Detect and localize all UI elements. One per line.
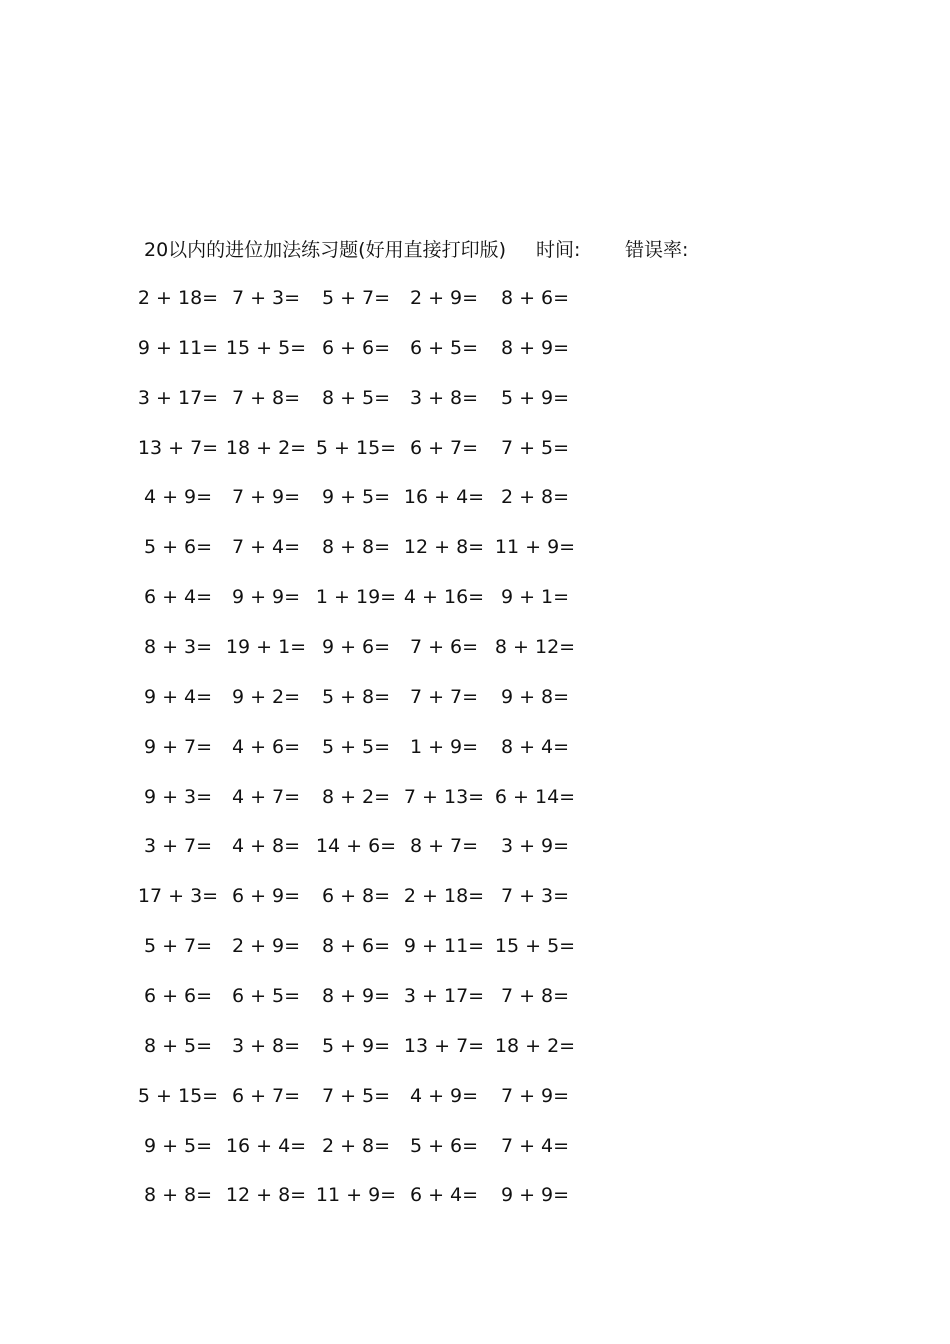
problem-item: 7 + 9= (231, 486, 301, 509)
problem-item: 9 + 7= (143, 735, 213, 758)
problem-item: 1 + 9= (409, 735, 479, 758)
problem-item: 8 + 6= (500, 287, 570, 309)
problem-item: 6 + 7= (231, 1084, 301, 1107)
problem-item: 16 + 4= (225, 1134, 307, 1157)
problem-item: 1 + 19= (315, 586, 397, 609)
problem-item: 7 + 5= (321, 1084, 391, 1107)
problem-item: 9 + 8= (500, 685, 570, 708)
problem-item: 6 + 14= (494, 785, 576, 808)
problem-item: 7 + 8= (231, 386, 301, 409)
problem-item: 8 + 5= (321, 386, 391, 409)
problem-item: 9 + 11= (403, 935, 485, 958)
problem-item: 8 + 8= (143, 1184, 213, 1207)
problem-item: 6 + 5= (409, 336, 479, 359)
problem-item: 15 + 5= (225, 336, 307, 359)
problem-item: 2 + 18= (137, 287, 219, 309)
problem-item: 12 + 8= (225, 1184, 307, 1207)
problem-item: 9 + 9= (500, 1184, 570, 1207)
problem-item: 8 + 5= (143, 1034, 213, 1057)
problem-item: 6 + 6= (143, 984, 213, 1007)
problem-item: 5 + 8= (321, 685, 391, 708)
problem-item: 2 + 8= (500, 486, 570, 509)
problem-item: 9 + 9= (231, 586, 301, 609)
problem-item: 8 + 6= (321, 935, 391, 958)
problem-item: 5 + 7= (321, 287, 391, 309)
problem-item: 7 + 8= (500, 984, 570, 1007)
problem-item: 4 + 16= (403, 586, 485, 609)
problem-item: 5 + 9= (500, 386, 570, 409)
problem-item: 2 + 9= (409, 287, 479, 309)
problem-item: 4 + 9= (143, 486, 213, 509)
problem-item: 6 + 6= (321, 336, 391, 359)
problem-item: 19 + 1= (225, 636, 307, 658)
problem-item: 11 + 9= (315, 1184, 397, 1207)
problem-item: 17 + 3= (137, 885, 219, 908)
problem-item: 7 + 9= (500, 1084, 570, 1107)
problem-item: 16 + 4= (403, 486, 485, 509)
problem-item: 6 + 7= (409, 436, 479, 459)
problem-item: 9 + 5= (321, 486, 391, 509)
problem-item: 7 + 4= (231, 536, 301, 559)
problem-item: 6 + 5= (231, 984, 301, 1007)
problem-item: 2 + 9= (231, 935, 301, 958)
problem-item: 4 + 8= (231, 835, 301, 858)
problem-item: 3 + 9= (500, 835, 570, 858)
problem-item: 8 + 9= (321, 984, 391, 1007)
problem-item: 13 + 7= (403, 1034, 485, 1057)
problem-item: 5 + 6= (409, 1134, 479, 1157)
error-rate-label: 错误率: (625, 239, 689, 261)
problem-item: 18 + 2= (225, 436, 307, 459)
problem-item: 4 + 9= (409, 1084, 479, 1107)
problem-item: 2 + 18= (403, 885, 485, 908)
problem-item: 8 + 7= (409, 835, 479, 858)
problem-item: 5 + 9= (321, 1034, 391, 1057)
problem-item: 8 + 12= (494, 636, 576, 658)
problem-item: 6 + 8= (321, 885, 391, 908)
problem-item: 7 + 3= (500, 885, 570, 908)
problem-item: 7 + 6= (409, 636, 479, 658)
problem-item: 3 + 17= (137, 386, 219, 409)
problem-item: 6 + 4= (143, 586, 213, 609)
problem-item: 11 + 9= (494, 536, 576, 559)
problem-item: 7 + 13= (403, 785, 485, 808)
problem-item: 9 + 3= (143, 785, 213, 808)
problem-item: 12 + 8= (403, 536, 485, 559)
problem-item: 4 + 6= (231, 735, 301, 758)
problem-item: 9 + 4= (143, 685, 213, 708)
problem-item: 18 + 2= (494, 1034, 576, 1057)
problem-item: 5 + 7= (143, 935, 213, 958)
problem-item: 9 + 5= (143, 1134, 213, 1157)
problem-item: 8 + 9= (500, 336, 570, 359)
problem-item: 3 + 7= (143, 835, 213, 858)
problem-item: 3 + 17= (403, 984, 485, 1007)
problem-item: 15 + 5= (494, 935, 576, 958)
problem-item: 5 + 15= (137, 1084, 219, 1107)
worksheet-title: 20以内的进位加法练习题(好用直接打印版) (144, 239, 507, 261)
problem-item: 8 + 2= (321, 785, 391, 808)
problem-item: 3 + 8= (409, 386, 479, 409)
problem-item: 13 + 7= (137, 436, 219, 459)
problem-item: 7 + 7= (409, 685, 479, 708)
problem-item: 5 + 5= (321, 735, 391, 758)
problem-item: 9 + 11= (137, 336, 219, 359)
problem-item: 7 + 5= (500, 436, 570, 459)
problem-item: 6 + 4= (409, 1184, 479, 1207)
problem-item: 8 + 8= (321, 536, 391, 559)
problem-item: 7 + 4= (500, 1134, 570, 1157)
problem-item: 9 + 6= (321, 636, 391, 658)
problem-item: 8 + 4= (500, 735, 570, 758)
problem-item: 5 + 15= (315, 436, 397, 459)
problem-item: 8 + 3= (143, 636, 213, 658)
problem-item: 14 + 6= (315, 835, 397, 858)
problem-item: 2 + 8= (321, 1134, 391, 1157)
problem-item: 9 + 1= (500, 586, 570, 609)
time-label: 时间: (536, 239, 581, 261)
problem-item: 6 + 9= (231, 885, 301, 908)
problem-item: 3 + 8= (231, 1034, 301, 1057)
problem-item: 5 + 6= (143, 536, 213, 559)
problem-item: 7 + 3= (231, 287, 301, 309)
problem-item: 9 + 2= (231, 685, 301, 708)
problem-item: 4 + 7= (231, 785, 301, 808)
